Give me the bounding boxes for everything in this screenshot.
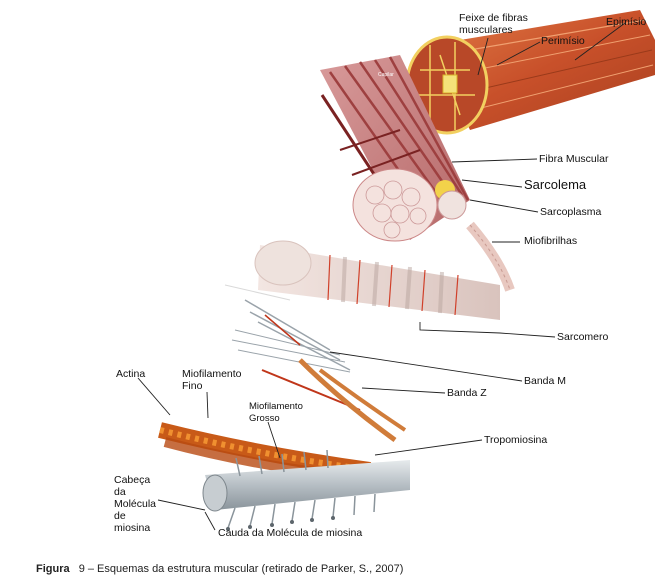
label-banda-m: Banda M (524, 375, 567, 387)
caption-text: – Esquemas da estrutura muscular (retirado de Parker, S., 2007) (84, 563, 404, 575)
label-capilar: Capilar (378, 72, 394, 78)
label-miofilamento-grosso: Miofilamento Grosso (249, 401, 303, 424)
label-cauda-miosina: Cauda da Molécula de miosina (218, 527, 363, 539)
label-sarcolema: Sarcolema (524, 177, 587, 192)
label-sarcoplasma: Sarcoplasma (540, 206, 602, 218)
myofibril-connector (470, 225, 510, 290)
label-miofibrilhas: Miofibrilhas (524, 235, 578, 247)
figure-caption (36, 563, 403, 575)
label-sarcomero: Sarcomero (557, 331, 609, 343)
label-feixe: Feixe de fibras musculares (459, 12, 528, 36)
caption-number: 9 (78, 563, 85, 575)
myofibril (255, 241, 500, 320)
label-fibra-muscular: Fibra Muscular (539, 153, 609, 165)
label-actina: Actina (116, 368, 146, 380)
label-banda-z: Banda Z (447, 387, 487, 399)
label-miofilamento-fino: Miofilamento Fino (182, 368, 242, 392)
label-epimisio: Epimísio (606, 16, 647, 28)
label-perimisio: Perimísio (541, 35, 585, 47)
caption-prefix: Figura (36, 563, 70, 575)
label-cabeca-miosina: Cabeça da Molécula de miosina (114, 474, 157, 534)
label-tropomiosina: Tropomiosina (484, 434, 548, 446)
